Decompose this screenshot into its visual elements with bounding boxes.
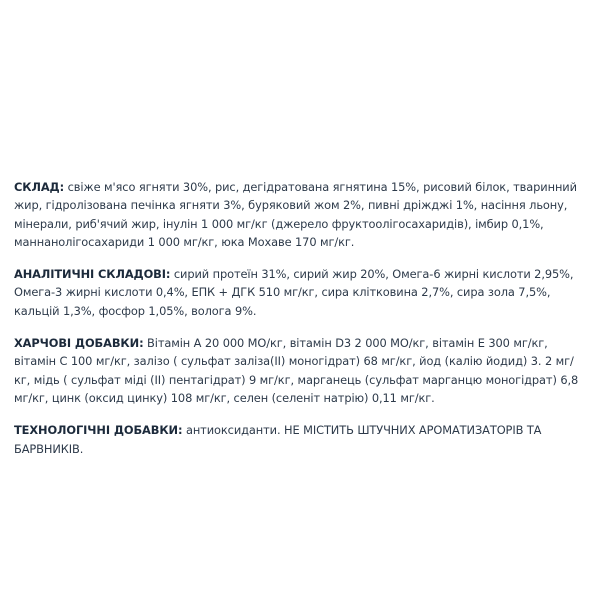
nutritional-additives-section [14,334,586,407]
analytical-text: сирий протеїн 31%, сирий жир 20%, Омега-6 жирні кислоти 2,95%, Омега-3 жирні кислоти 0,4%, ЕПК + ДГК 510 мг/кг, сира клітковина 2,7%, сира зола 7,5%, кальцій 1,3%, фосфор 1,05%, волога 9%. [14,267,574,318]
nutritional-additives-label: ХАРЧОВІ ДОБАВКИ: [14,336,144,351]
technological-additives-text: антиоксиданти. НЕ МІСТИТЬ ШТУЧНИХ АРОМАТИЗАТОРІВ ТА БАРВНИКІВ. [14,423,542,456]
composition-section [14,178,586,251]
analytical-label: АНАЛІТИЧНІ СКЛАДОВІ: [14,267,171,282]
composition-text: свіже м'ясо ягняти 30%, рис, дегідратована ягнятина 15%, рисовий білок, тваринний жир, гідролізована печінка ягняти 3%, буряковий жом 2%, пивні дріжджі 1%, насіння льону, мінерали, риб'ячий жир, інулін 1 000 мг/кг (джерело фруктоолігосахаридів), імбир 0,1%, маннанолігосахариди 1 000 мг/кг, юка Мохаве 170 мг/кг. [14,180,577,249]
nutritional-additives-text: Вітамін А 20 000 МО/кг, вітамін D3 2 000 МО/кг, вітамін Е 300 мг/кг, вітамін С 100 мг/кг, залізо ( сульфат заліза(II) моногідрат) 68 мг/кг, йод (калію йодид) 3. 2 мг/кг, мідь ( сульфат міді (II) пентагідрат) 9 мг/кг, марганець (сульфат марганцю моногідрат) 6,8 мг/кг, цинк (оксид цинку) 108 мг/кг, селен (селеніт натрію) 0,11 мг/кг. [14,336,579,405]
technological-additives-label: ТЕХНОЛОГІЧНІ ДОБАВКИ: [14,423,183,438]
technological-additives-section [14,421,586,458]
analytical-section [14,265,586,320]
composition-label: СКЛАД: [14,180,65,194]
